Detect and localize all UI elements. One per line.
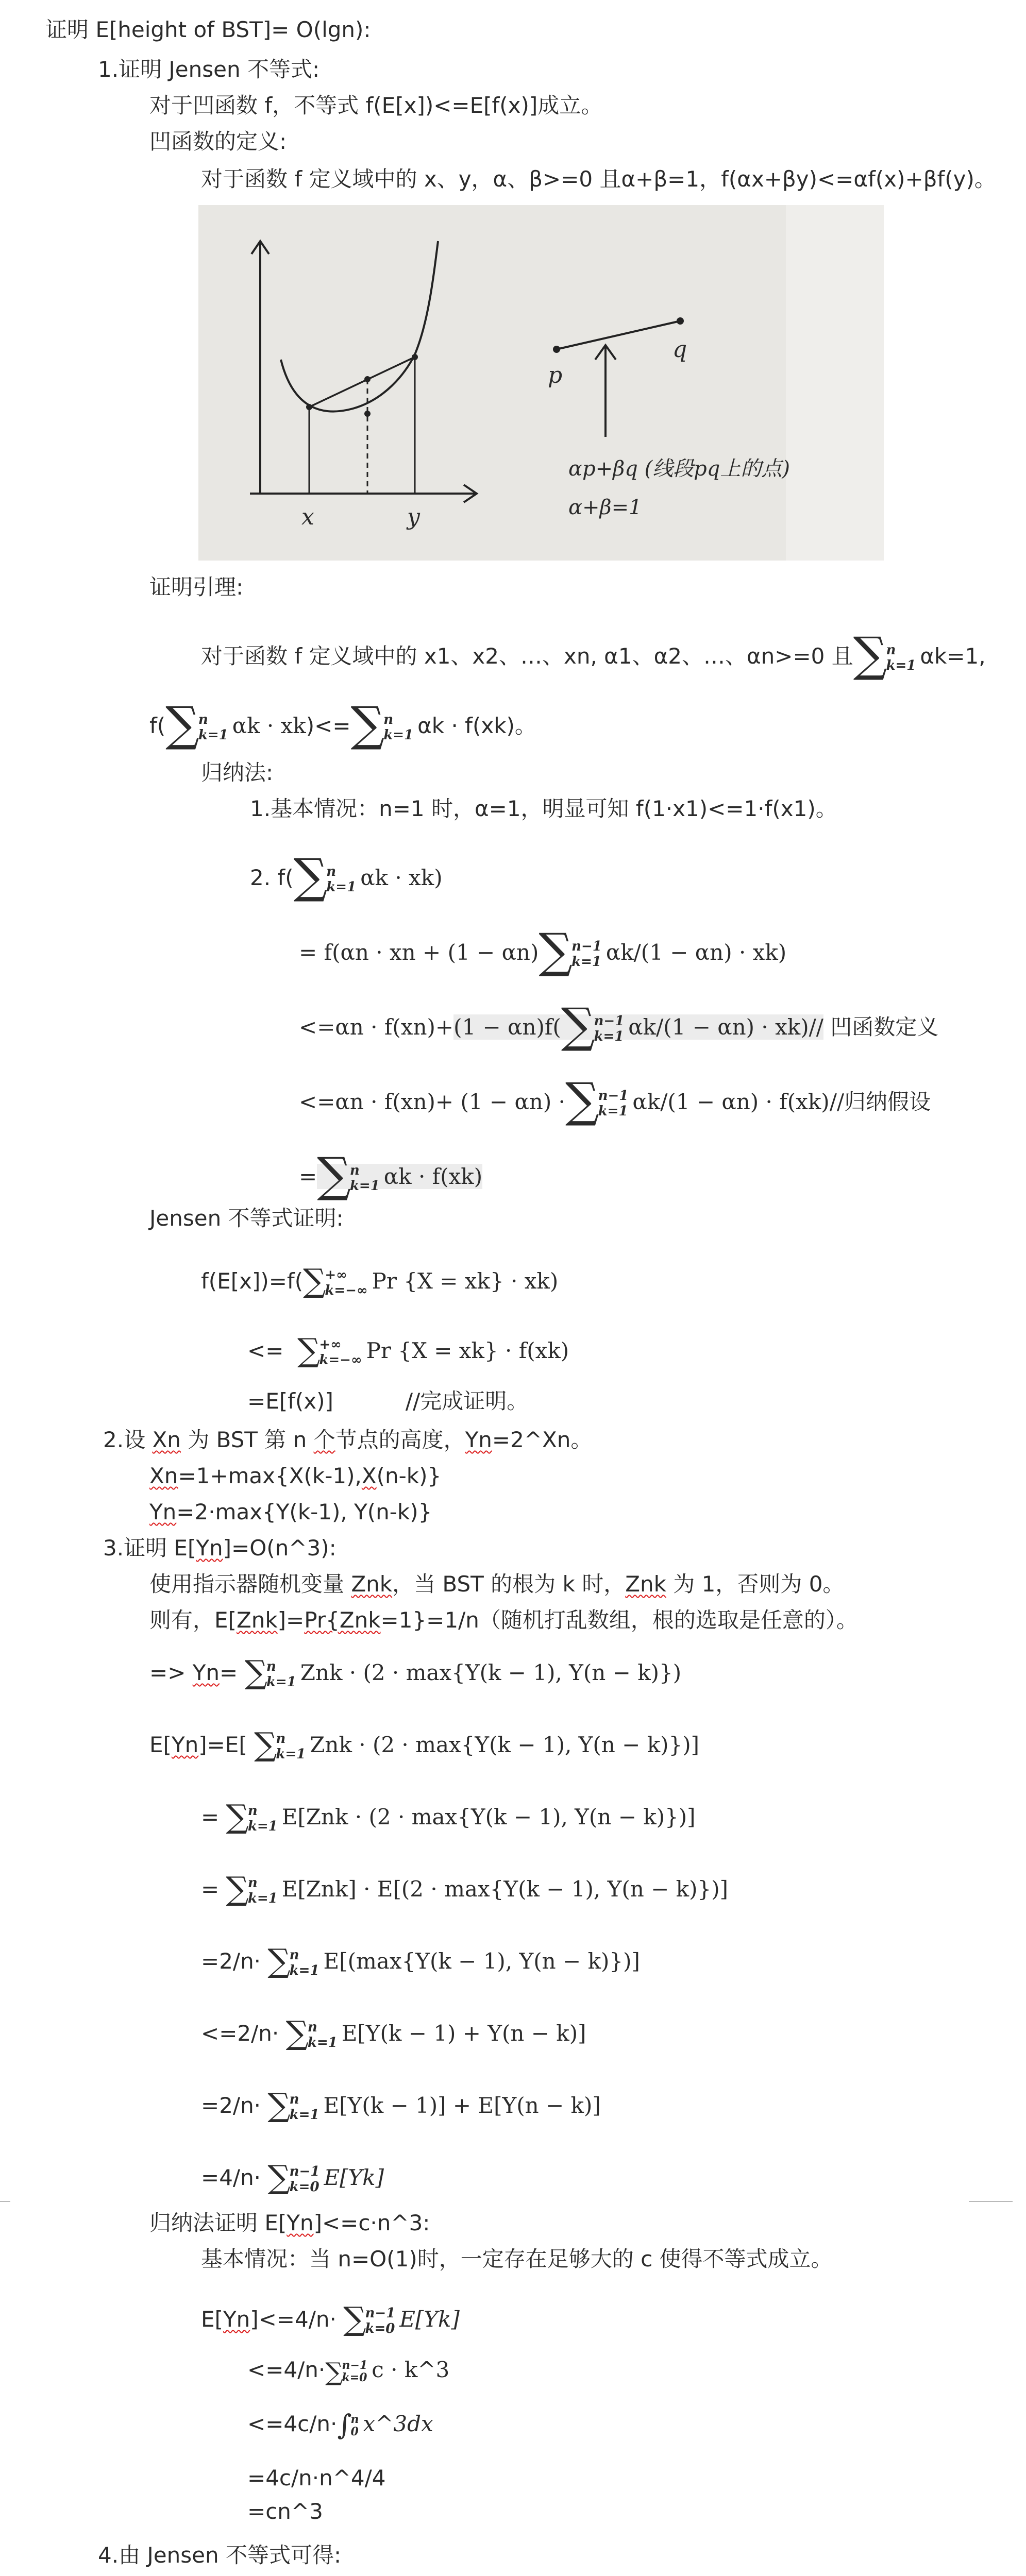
section-3-heading: 3.证明 E[Yn]=O(n^3):	[103, 1535, 337, 1561]
induction-line-2: <=4/n·∑ n−1 k=0 c · k^3	[247, 2357, 450, 2386]
page-break-left	[0, 2201, 10, 2202]
indicator-expectation: 则有，E[Znk]=Pr{Znk=1}=1/n（随机打乱数组，根的选取是任意的）。	[149, 1607, 858, 1633]
expansion-line-1: => Yn= ∑ n k=1 Znk · (2 · max{Y(k − 1), Y(n − k)})	[149, 1653, 682, 1691]
point-q	[677, 317, 684, 325]
point-p	[553, 346, 560, 353]
step-line-1: = f(αn · xn + (1 − αn)∑ n−1 k=1 αk/(1 − αn) · xk)	[299, 923, 787, 978]
point-x	[306, 404, 312, 410]
page-break-right	[969, 2201, 1013, 2202]
expansion-line-7: =2/n· ∑ n k=1 E[Y(k − 1)] + E[Y(n − k)]	[201, 2086, 601, 2124]
expansion-line-6: <=2/n· ∑ n k=1 E[Y(k − 1) + Y(n − k)]	[201, 2014, 586, 2052]
xn-recurrence: Xn=1+max{X(k-1),X(n-k)}	[149, 1463, 442, 1488]
expansion-line-8: =4/n· ∑ n−1 k=0 E[Yk]	[201, 2158, 384, 2196]
point-y	[412, 354, 418, 360]
lemma-inequality: f(∑ n k=1 αk · xk)<=∑ n k=1 αk · f(xk)。	[149, 697, 536, 752]
induction-heading: 归纳法:	[201, 760, 274, 785]
point-curve	[364, 411, 371, 417]
indicator-definition: 使用指示器随机变量 Znk，当 BST 的根为 k 时，Znk 为 1，否则为 0。	[149, 1571, 845, 1597]
expansion-line-4: = ∑ n k=1 E[Znk] · E[(2 · max{Y(k − 1), Y(n − k)})]	[201, 1870, 728, 1907]
label-q: q	[672, 336, 687, 363]
step-line-2: <=αn · f(xn)+(1 − αn)f(∑ n−1 k=1 αk/(1 − αn) · xk)// 凹函数定义	[299, 998, 939, 1053]
section-1-heading: 1.证明 Jensen 不等式:	[98, 57, 320, 82]
expansion-line-2: E[Yn]=E[ ∑ n k=1 Znk · (2 · max{Y(k − 1), Y(n − k)})]	[149, 1725, 700, 1763]
yn-recurrence: Yn=2·max{Y(k-1), Y(n-k)}	[149, 1499, 432, 1524]
figure-constraint: α+β=1	[568, 496, 642, 519]
lemma-text: 对于函数 f 定义域中的 x1、x2、…、xn, α1、α2、…、αn>=0 且∑ n k=1 αk=1,	[201, 627, 986, 682]
jensen-proof-line-3: =E[f(x)] //完成证明。	[247, 1388, 529, 1414]
section-4-heading: 4.由 Jensen 不等式可得:	[98, 2543, 342, 2568]
induction-line-1: E[Yn]<=4/n· ∑ n−1 k=0 E[Yk]	[201, 2300, 460, 2337]
concave-sketch-svg	[198, 205, 884, 561]
jensen-proof-heading: Jensen 不等式证明:	[149, 1206, 344, 1231]
induction-proof-heading: 归纳法证明 E[Yn]<=c·n^3:	[149, 2210, 430, 2235]
section-2-heading: 2.设 Xn 为 BST 第 n 个节点的高度，Yn=2^Xn。	[103, 1427, 593, 1452]
concave-function-figure	[198, 205, 884, 561]
step-line-4: =∑ n k=1 αk · f(xk)	[299, 1147, 483, 1202]
induction-line-3: <=4c/n·∫ n 0 x^3dx	[247, 2409, 433, 2441]
label-x: x	[301, 504, 314, 530]
label-y: y	[407, 504, 420, 530]
concave-def-heading: 凹函数的定义:	[149, 129, 287, 154]
induction-base-case: 基本情况：当 n=O(1)时，一定存在足够大的 c 使得不等式成立。	[201, 2246, 833, 2272]
label-p: p	[548, 362, 563, 388]
figure-note: αp+βq (线段pq上的点)	[568, 457, 790, 481]
point-chord	[364, 376, 371, 382]
jensen-proof-line-2: <= ∑ +∞ k=−∞ Pr {X = xk} · f(xk)	[247, 1331, 569, 1369]
induction-line-4: =4c/n·n^4/4	[247, 2465, 386, 2490]
document-title: 证明 E[height of BST]= O(lgn):	[45, 17, 371, 42]
expansion-line-3: = ∑ n k=1 E[Znk · (2 · max{Y(k − 1), Y(n − k)})]	[201, 1798, 696, 1835]
step-statement: 2. f(∑ n k=1 αk · xk)	[250, 849, 443, 904]
jensen-statement: 对于凹函数 f，不等式 f(E[x])<=E[f(x)]成立。	[149, 93, 603, 118]
jensen-proof-line-1: f(E[x])=f(∑ +∞ k=−∞ Pr {X = xk} · xk)	[201, 1262, 559, 1299]
base-case: 1.基本情况：n=1 时，α=1，明显可知 f(1·x1)<=1·f(x1)。	[250, 796, 837, 821]
step-line-3: <=αn · f(xn)+ (1 − αn) ·∑ n−1 k=1 αk/(1 − αn) · f(xk)//归纳假设	[299, 1073, 931, 1128]
expansion-line-5: =2/n· ∑ n k=1 E[(max{Y(k − 1), Y(n − k)})]	[201, 1942, 640, 1979]
lemma-heading: 证明引理:	[149, 574, 244, 600]
induction-line-5: =cn^3	[247, 2499, 323, 2524]
concave-def-text: 对于函数 f 定义域中的 x、y，α、β>=0 且α+β=1，f(αx+βy)<=αf(x)+βf(y)。	[201, 166, 996, 192]
